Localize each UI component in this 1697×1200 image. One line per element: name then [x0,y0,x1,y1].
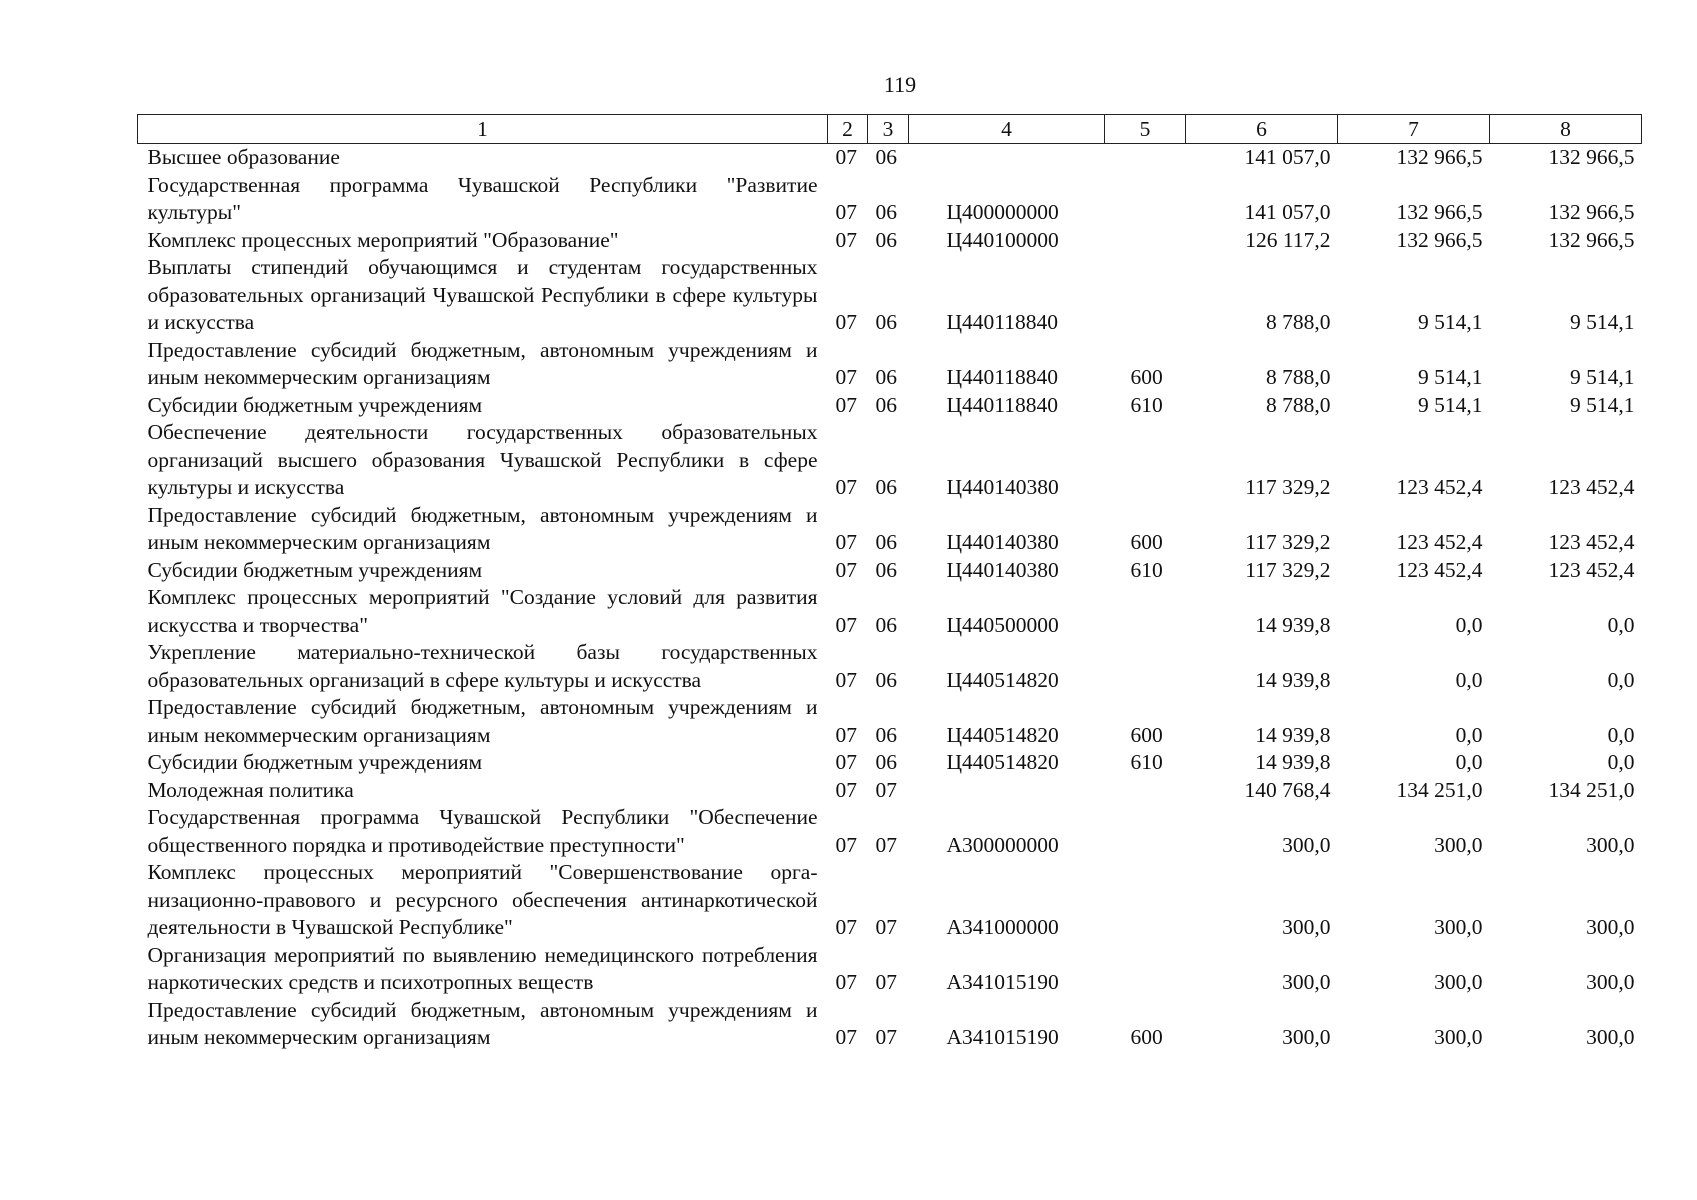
header-row [138,115,1642,144]
row-section-cell: 07 [835,667,857,692]
row-amount-6-cell: 300,0 [1282,1025,1331,1049]
row-amount-6-cell: 300,0 [1282,832,1331,857]
row-name-cell: Организация мероприятий по выявлению немедицинского потребления наркотических средств и психотропных веществ [147,942,818,994]
column-header-target-code: 4 [909,115,1105,144]
row-name-cell: Предоставление субсидий бюджетным, автономным учреждениям и иным некоммерческим организациям [147,337,818,389]
row-expense-kind-cell [1105,804,1186,859]
row-amount-8-cell: 9 514,1 [1570,310,1635,334]
table-row [138,392,1642,420]
row-amount-6-cell: 8 788,0 [1266,365,1331,389]
table-row [138,502,1642,557]
row-section-cell: 07 [835,832,857,857]
row-section-cell: 07 [835,310,857,334]
row-target-code-cell: Ц440500000 [946,612,1059,637]
row-amount-8-cell: 132 966,5 [1548,200,1635,224]
row-target-code-cell [909,777,1105,805]
row-section-cell: 07 [835,365,857,389]
row-amount-6-cell: 8 788,0 [1266,392,1331,417]
row-amount-7-cell: 9 514,1 [1418,310,1483,334]
row-target-code-cell [909,144,1105,172]
row-expense-kind-cell [1105,859,1186,942]
row-amount-6-cell: 117 329,2 [1245,557,1331,582]
table-row [138,804,1642,859]
row-amount-7-cell: 9 514,1 [1418,365,1483,389]
row-amount-7-cell: 132 966,5 [1396,145,1483,169]
row-amount-8-cell: 300,0 [1586,970,1635,994]
row-expense-kind-cell [1105,227,1186,255]
row-amount-8-cell: 300,0 [1586,1025,1635,1049]
table-row [138,942,1642,997]
row-amount-7-cell: 123 452,4 [1396,530,1483,554]
column-header-subsection: 3 [868,115,909,144]
row-name-cell: Комплекс процессных мероприятий "Образование" [147,227,619,252]
column-header-expense-kind: 5 [1105,115,1186,144]
row-expense-kind-cell: 600 [1130,530,1163,554]
table-row [138,639,1642,694]
row-section-cell: 07 [835,970,857,994]
row-amount-7-cell: 0,0 [1455,612,1483,637]
row-amount-7-cell: 123 452,4 [1396,557,1483,582]
row-name-cell: Субсидии бюджетным учреждениям [147,750,483,774]
row-amount-6-cell: 141 057,0 [1244,200,1331,224]
table-row [138,694,1642,749]
row-amount-7-cell: 123 452,4 [1396,475,1483,499]
table-row [138,419,1642,502]
column-header-amount-7: 7 [1338,115,1490,144]
row-subsection-cell: 06 [875,750,897,774]
row-section-cell: 07 [835,750,857,774]
row-amount-8-cell: 0,0 [1607,750,1635,774]
budget-table [137,114,1642,1052]
row-subsection-cell: 07 [875,970,897,994]
table-row [138,584,1642,639]
row-amount-6-cell: 117 329,2 [1245,475,1331,499]
row-section-cell: 07 [835,612,857,637]
table-row [138,749,1642,777]
row-amount-7-cell: 132 966,5 [1396,200,1483,224]
row-name-cell: Государственная программа Чувашской Республики "Развитие культуры" [147,172,818,224]
row-name-cell: Предоставление субсидий бюджетным, автономным учреждениям и иным некоммерческим организациям [147,502,818,554]
row-expense-kind-cell: 600 [1130,1025,1163,1049]
row-subsection-cell: 06 [875,392,897,417]
row-amount-8-cell: 134 251,0 [1548,777,1635,802]
row-target-code-cell: А341000000 [946,915,1059,939]
row-subsection-cell: 07 [875,777,897,802]
row-section-cell: 07 [835,475,857,499]
row-target-code-cell: А341015190 [946,970,1059,994]
row-subsection-cell: 06 [875,612,897,637]
row-amount-8-cell: 132 966,5 [1548,227,1635,252]
row-amount-8-cell: 0,0 [1607,667,1635,692]
row-target-code-cell: Ц440118840 [946,365,1058,389]
table-row [138,172,1642,227]
row-name-cell: Комплекс процессных мероприятий "Совершенствование организационно-правового и ресурсного обеспечения антинаркотической деятельности в Чувашской Республике" [147,860,818,939]
table-row [138,227,1642,255]
row-target-code-cell: Ц440514820 [946,722,1059,747]
row-amount-7-cell: 300,0 [1434,1025,1483,1049]
row-amount-7-cell: 300,0 [1434,832,1483,857]
row-section-cell: 07 [835,557,857,582]
row-section-cell: 07 [835,777,857,802]
row-amount-8-cell: 300,0 [1586,915,1635,939]
table-row [138,557,1642,585]
row-target-code-cell: Ц440140380 [946,530,1059,554]
row-subsection-cell: 06 [875,200,897,224]
row-amount-8-cell: 300,0 [1586,832,1635,857]
row-target-code-cell: Ц440140380 [946,557,1059,582]
row-target-code-cell: А341015190 [946,1025,1059,1049]
table-row [138,997,1642,1052]
row-expense-kind-cell [1105,584,1186,639]
row-expense-kind-cell [1105,639,1186,694]
row-expense-kind-cell: 610 [1130,392,1163,417]
row-subsection-cell: 06 [875,557,897,582]
row-amount-8-cell: 123 452,4 [1548,557,1635,582]
row-amount-7-cell: 300,0 [1434,970,1483,994]
row-amount-6-cell: 300,0 [1282,915,1331,939]
row-amount-6-cell: 8 788,0 [1266,310,1331,334]
column-header-section: 2 [828,115,868,144]
row-section-cell: 07 [835,722,857,747]
row-target-code-cell: А300000000 [946,832,1059,857]
row-name-cell: Субсидии бюджетным учреждениям [147,392,483,417]
row-target-code-cell: Ц440140380 [946,475,1059,499]
row-amount-8-cell: 123 452,4 [1548,530,1635,554]
row-target-code-cell: Ц440118840 [946,310,1058,334]
row-amount-6-cell: 126 117,2 [1245,227,1331,252]
row-amount-8-cell: 9 514,1 [1570,392,1635,417]
table-row [138,254,1642,337]
row-amount-8-cell: 123 452,4 [1548,475,1635,499]
row-amount-8-cell: 9 514,1 [1570,365,1635,389]
column-header-amount-8: 8 [1490,115,1642,144]
row-expense-kind-cell [1105,172,1186,227]
row-name-cell: Государственная программа Чувашской Республики "Обеспечение общественного порядка и противодействие преступности" [147,805,818,857]
table-row [138,144,1642,172]
table-body [138,144,1642,1052]
row-amount-8-cell: 0,0 [1607,612,1635,637]
row-target-code-cell: Ц440514820 [946,750,1059,774]
row-section-cell: 07 [835,145,857,169]
row-subsection-cell: 07 [875,832,897,857]
table-row [138,777,1642,805]
row-subsection-cell: 06 [875,145,897,169]
row-name-cell: Субсидии бюджетным учреждениям [147,557,483,582]
row-expense-kind-cell [1105,777,1186,805]
column-header-amount-6: 6 [1186,115,1338,144]
row-subsection-cell: 06 [875,310,897,334]
page-number: 119 [883,72,917,97]
row-amount-6-cell: 14 939,8 [1255,667,1331,692]
row-target-code-cell: Ц440514820 [946,667,1059,692]
row-amount-6-cell: 141 057,0 [1244,145,1331,169]
row-subsection-cell: 07 [875,915,897,939]
row-name-cell: Обеспечение деятельности государственных образовательных организаций высшего образования Чувашской Республики в сфере культуры и искусства [147,420,818,499]
row-amount-7-cell: 134 251,0 [1396,777,1483,802]
row-name-cell: Комплекс процессных мероприятий "Создание условий для развития искусства и творчества" [147,585,818,637]
row-expense-kind-cell: 610 [1130,750,1163,774]
row-amount-6-cell: 140 768,4 [1244,777,1331,802]
row-subsection-cell: 06 [875,667,897,692]
row-subsection-cell: 06 [875,365,897,389]
row-amount-6-cell: 14 939,8 [1255,750,1331,774]
row-expense-kind-cell [1105,419,1186,502]
row-section-cell: 07 [835,392,857,417]
row-subsection-cell: 06 [875,227,897,252]
row-target-code-cell: Ц440100000 [946,227,1059,252]
row-amount-8-cell: 0,0 [1607,722,1635,747]
row-target-code-cell: Ц400000000 [946,200,1059,224]
row-amount-7-cell: 0,0 [1455,750,1483,774]
row-expense-kind-cell: 600 [1130,365,1163,389]
row-amount-6-cell: 14 939,8 [1255,722,1331,747]
column-header-name: 1 [138,115,828,144]
row-expense-kind-cell: 610 [1130,557,1163,582]
row-amount-7-cell: 0,0 [1455,667,1483,692]
row-name-cell: Молодежная политика [147,777,354,802]
table-row [138,859,1642,942]
row-amount-6-cell: 14 939,8 [1255,612,1331,637]
row-subsection-cell: 06 [875,475,897,499]
row-name-cell: Предоставление субсидий бюджетным, автономным учреждениям и иным некоммерческим организациям [147,997,818,1049]
table-header [138,115,1642,144]
row-amount-8-cell: 132 966,5 [1548,145,1635,169]
row-amount-6-cell: 117 329,2 [1245,530,1331,554]
row-expense-kind-cell [1105,942,1186,997]
row-expense-kind-cell: 600 [1130,722,1163,747]
row-amount-7-cell: 132 966,5 [1396,227,1483,252]
row-subsection-cell: 06 [875,722,897,747]
row-section-cell: 07 [835,227,857,252]
row-amount-6-cell: 300,0 [1282,970,1331,994]
table-row [138,337,1642,392]
row-name-cell: Укрепление материально-технической базы государственных образовательных организаций в сфере культуры и искусства [147,640,818,692]
row-section-cell: 07 [835,915,857,939]
row-section-cell: 07 [835,1025,857,1049]
row-expense-kind-cell [1105,144,1186,172]
row-expense-kind-cell [1105,254,1186,337]
row-amount-7-cell: 0,0 [1455,722,1483,747]
row-name-cell: Предоставление субсидий бюджетным, автономным учреждениям и иным некоммерческим организациям [147,695,818,747]
row-section-cell: 07 [835,530,857,554]
row-amount-7-cell: 9 514,1 [1418,392,1483,417]
row-target-code-cell: Ц440118840 [946,392,1058,417]
row-subsection-cell: 07 [875,1025,897,1049]
row-name-cell: Высшее образование [147,145,340,169]
row-amount-7-cell: 300,0 [1434,915,1483,939]
row-section-cell: 07 [835,200,857,224]
row-subsection-cell: 06 [875,530,897,554]
row-name-cell: Выплаты стипендий обучающимся и студентам государственных образовательных организаций Чувашской Республики в сфере культуры и искусства [147,255,818,334]
